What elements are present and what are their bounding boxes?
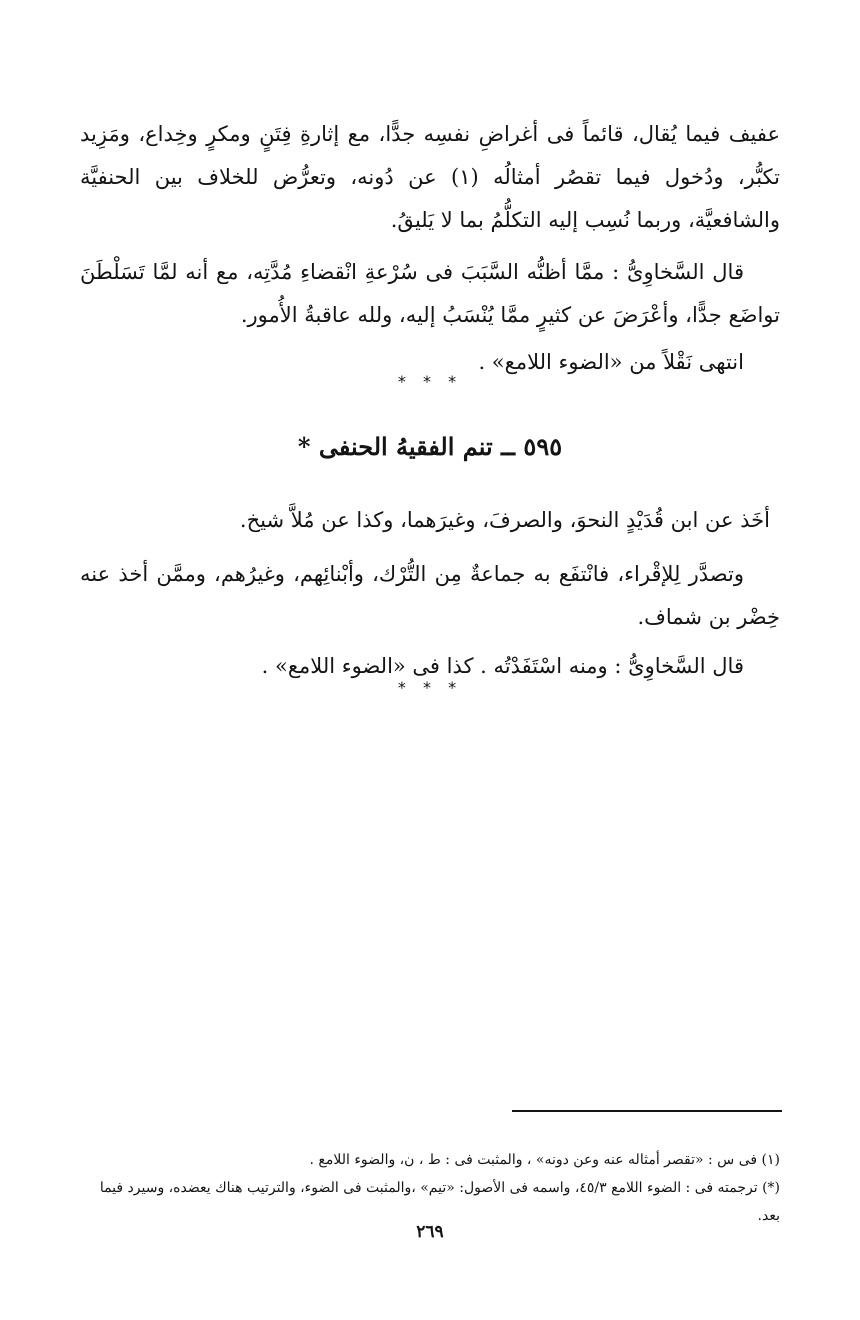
footnote: (١) فى س : «تقصر أمثاله عنه وعن دونه» ، والمثبت فى : ط ، ن، والضوء اللامع . [309,1152,780,1168]
body-paragraph: عفيف فيما يُقال، قائماً فى أغراضِ نفسِه جدًّا، مع إثارةِ فِتَنٍ ومكرٍ وخِداع، ومَزِيد تكبُّر، ودُخول فيما تقصُر أمثالُه (١) عن دُونه، وتعرُّض للخلاف بين الحنفيَّة والشافعيَّة، وربما نُسِب إليه التكلُّمُ بما لا يَليقُ. [80,122,781,232]
entry-heading: ٥٩٥ ــ تنم الفقيهُ الحنفى * [297,432,563,461]
footnote: (*) ترجمته فى : الضوء اللامع ٤٥/٣، واسمه فى الأصول: «تيم» ،والمثبت فى الضوء، والترتيب هناك يعضده، وسيرد فيما بعد. [99,1180,780,1224]
body-paragraph: انتهى نَقْلاً من «الضوء اللامع» . [478,350,744,374]
footnote-divider [512,1110,782,1112]
section-separator: * * * [397,372,463,391]
body-paragraph: قال السَّخاوِىُّ : ومنه اسْتَفَدْتُه . كذا فى «الضوء اللامع» . [261,654,744,678]
page-number: ٢٦٩ [416,1222,444,1242]
body-paragraph: قال السَّخاوِىُّ : ممَّا أظنُّه السَّبَبَ فى سُرْعةِ انْقضاءِ مُدَّتِه، مع أنه لمَّا تَسَلْطَنَ تواضَع جدًّا، وأعْرَضَ عن كثيرٍ ممَّا يُنْسَبُ إليه، ولله عاقبةُ الأُمور. [80,260,780,327]
body-paragraph: وتصدَّر لِلإقْراء، فانْتفَع به جماعةٌ مِن التُّرْك، وأبْنائِهم، وغيرُهم، وممَّن أخذ عنه خِضْر بن شماف. [80,562,780,629]
body-paragraph: أخَذ عن ابن قُدَيْدٍ النحوَ، والصرفَ، وغيرَهما، وكذا عن مُلاَّ شيخ. [239,508,770,532]
section-separator: * * * [397,678,463,697]
